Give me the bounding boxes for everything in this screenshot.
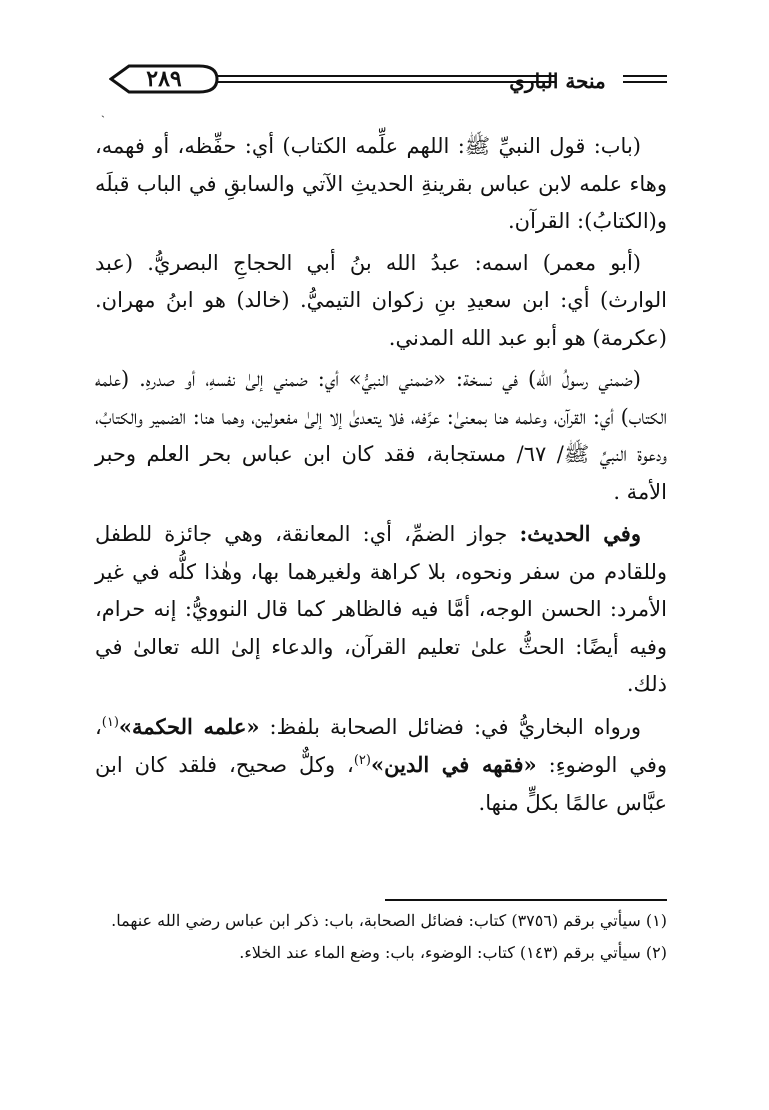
paragraph-text: ورواه البخاريُّ في: فضائل الصحابة بلفظ: bbox=[259, 714, 642, 739]
section-lead: وفي الحديث: bbox=[519, 521, 641, 546]
quoted-wording: «فقهه في الدين» bbox=[370, 752, 537, 777]
paragraph bbox=[95, 708, 667, 823]
footnote-ref: (٢) bbox=[353, 753, 371, 768]
page-number-badge bbox=[109, 64, 219, 94]
paragraph-text: ، وكلٌّ صحيح، فلقد كان ابن عبَّاس عالمًا بكلٍّ منها. bbox=[95, 753, 667, 815]
footnote-divider bbox=[385, 899, 667, 901]
main-text bbox=[95, 128, 667, 826]
footnote-ref: (١) bbox=[101, 714, 119, 730]
paragraph bbox=[95, 515, 667, 704]
page-header bbox=[95, 58, 667, 118]
footnotes bbox=[95, 906, 667, 970]
header-rule bbox=[623, 75, 667, 77]
footnote: (٢) سيأتي برقم (١٤٣) كتاب: الوضوء، باب: وضع الماء عند الخلاء. bbox=[239, 943, 667, 962]
header-rule bbox=[623, 81, 667, 83]
paragraph: (أبو معمر) اسمه: عبدُ الله بنُ أبي الحجاجِ البصريُّ. (عبد الوارث) أي: ابن سعيدِ بنِ زكوان التيميُّ. (خالد) هو ابنُ مهران. (عكرمة) هو أبو عبد الله المدني. bbox=[95, 250, 667, 350]
paragraph: (ضمني رسولُ الله) في نسخة: «ضمني النبيُّ» أي: ضمني إلىٰ نفسهِ، أو صدرهِ. (علمه الكتاب) أي: القرآن، وعلمه هنا بمعنىٰ: عرَّفه، فلا يتعدىٰ إلا إلىٰ مفعولين، وهما هنا: الضمير والكتابُ، ودعوة النبيِّ ﷺ/ ٦٧/ مستجابة، فقد كان ابن عباس بحر العلم وحبر الأمة . bbox=[95, 367, 668, 504]
paragraph-text: ، وفي الوضوءِ: bbox=[95, 714, 668, 777]
paragraph: (باب: قول النبيِّ ﷺ: اللهم علِّمه الكتاب) أي: حفِّظه، أو فهمه، وهاء علمه لابن عباس بقرينةِ الحديثِ الآتي والسابقِ في الباب قبلَه و(الكتابُ): القرآن. bbox=[95, 134, 667, 233]
footnote: (١) سيأتي برقم (٣٧٥٦) كتاب: فضائل الصحابة، باب: ذكر ابن عباس رضي الله عنهما. bbox=[111, 911, 667, 930]
quoted-wording: «علمه الحكمة» bbox=[118, 713, 260, 739]
book-title: منحة الباري bbox=[509, 69, 606, 93]
page-number: ٢٨٩ bbox=[146, 66, 182, 92]
margin-mark: ˏ bbox=[101, 104, 105, 118]
paragraph-text: جواز الضمِّ، أي: المعانقة، وهي جائزة للطفل وللقادم من سفر ونحوه، بلا كراهة ولغيرهما بها، وهٰذا كلُّه في غير الأمرد: الحسن الوجه، أمَّا فيه فالظاهر كما قال النوويُّ: إنه حرام، وفيه أيضًا: الحثُّ علىٰ تعليم القرآن، والدعاء إلىٰ الله تعالىٰ في ذلك. bbox=[95, 522, 668, 696]
